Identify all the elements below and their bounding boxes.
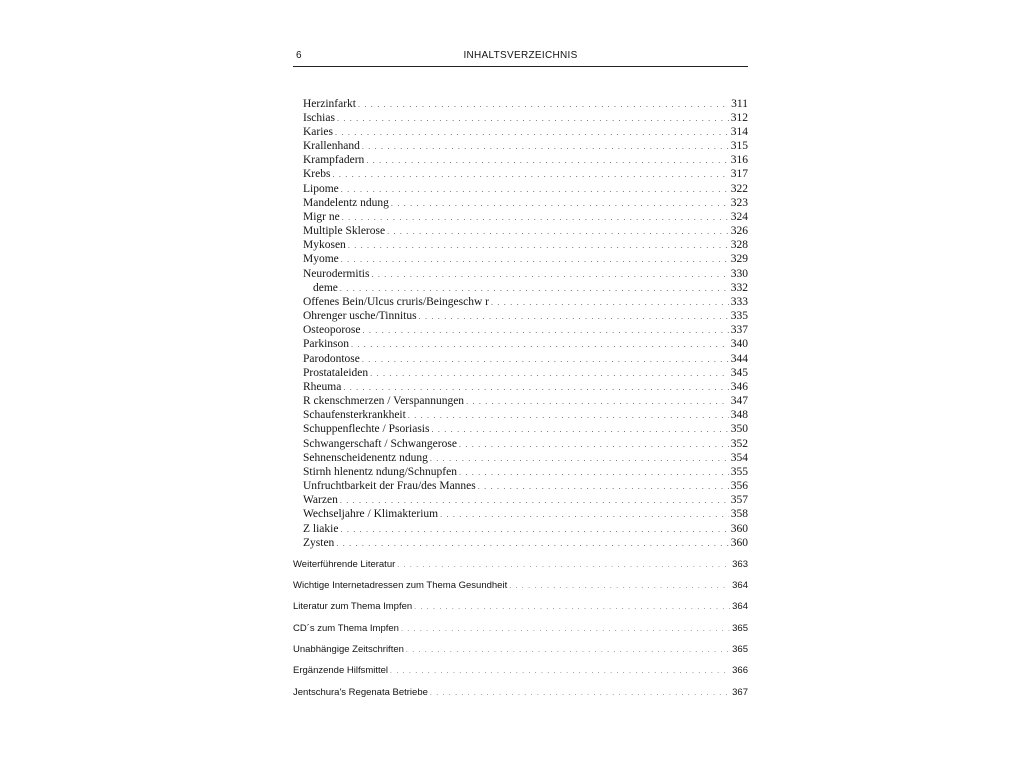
toc-entry	[303, 537, 748, 551]
dot-leader	[431, 425, 728, 434]
toc-entry-title: Mandelentz ndung	[303, 197, 389, 209]
toc-entry	[303, 523, 748, 537]
toc-entry	[303, 154, 748, 168]
toc-entry	[303, 98, 748, 112]
dot-leader	[342, 213, 729, 222]
toc-section	[293, 623, 748, 636]
dot-leader	[340, 496, 729, 505]
dot-leader	[390, 668, 730, 675]
toc-entry	[303, 126, 748, 140]
dot-leader	[419, 312, 729, 321]
toc-entry-title: Lipome	[303, 183, 339, 195]
dot-leader	[363, 326, 729, 335]
toc-entry-title: Offenes Bein/Ulcus cruris/Beingeschw r	[303, 296, 489, 308]
dot-leader	[459, 440, 729, 449]
dot-leader	[371, 270, 728, 279]
dot-leader	[348, 241, 729, 250]
toc-entry-title: Parkinson	[303, 338, 349, 350]
toc-entry-title: Rheuma	[303, 381, 342, 393]
toc-entry-page: 332	[730, 282, 748, 294]
toc-entry-page: 358	[730, 508, 748, 520]
toc-entry-page: 317	[730, 168, 748, 180]
toc-entry-title: Prostataleiden	[303, 367, 369, 379]
header-rule	[293, 66, 748, 67]
toc-entry-page: 323	[730, 197, 748, 209]
toc-section	[293, 665, 748, 678]
toc-entry	[303, 480, 748, 494]
dot-leader	[358, 100, 729, 109]
toc-entry	[303, 268, 748, 282]
toc-entry-page: 346	[730, 381, 748, 393]
toc-entry-title: Schuppenflechte / Psoriasis	[303, 423, 430, 435]
toc-entry-page: 340	[730, 338, 748, 350]
dot-leader	[440, 510, 729, 519]
toc-entry-title: Migr ne	[303, 211, 340, 223]
toc-entry-title: Krallenhand	[303, 140, 360, 152]
dot-leader	[509, 583, 730, 590]
toc-section-page: 363	[732, 559, 748, 570]
toc-entry-title: Multiple Sklerose	[303, 225, 386, 237]
toc-entry-page: 360	[730, 523, 748, 535]
toc-entry	[303, 183, 748, 197]
toc-entry-title: Osteoporose	[303, 324, 361, 336]
toc-entry	[303, 423, 748, 437]
toc-entry-title: Warzen	[303, 494, 338, 506]
toc-entry-page: 322	[730, 183, 748, 195]
toc-entry-title: Karies	[303, 126, 334, 138]
toc-entry-title: Mykosen	[303, 239, 346, 251]
dot-leader	[408, 411, 729, 420]
toc-section-page: 365	[732, 623, 748, 634]
toc-section	[293, 687, 748, 700]
toc-section-page: 366	[732, 665, 748, 676]
toc-entry	[303, 112, 748, 126]
toc-entry-page: 315	[730, 140, 748, 152]
dot-leader	[341, 255, 729, 264]
toc-entry-title: R ckenschmerzen / Verspannungen	[303, 395, 465, 407]
toc-entry	[303, 508, 748, 522]
toc-entry-title: Myome	[303, 253, 339, 265]
dot-leader	[337, 114, 729, 123]
toc-entry-title: Unfruchtbarkeit der Frau/des Mannes	[303, 480, 476, 492]
toc-entry-title: Sehnenscheidenentz ndung	[303, 452, 428, 464]
toc-entry-page: 345	[730, 367, 748, 379]
dot-leader	[351, 340, 729, 349]
toc-section	[293, 580, 748, 593]
toc-entry	[303, 168, 748, 182]
dot-leader	[387, 227, 729, 236]
toc-entry-page: 324	[730, 211, 748, 223]
toc-entry-title: Ohrenger usche/Tinnitus	[303, 310, 417, 322]
toc-entry	[303, 438, 748, 452]
toc-entry-title: Neurodermitis	[303, 268, 370, 280]
dot-leader	[336, 539, 728, 548]
toc-entry-title: Schwangerschaft / Schwangerose	[303, 438, 457, 450]
dot-leader	[430, 690, 730, 697]
toc-entry-title: Z liakie	[303, 523, 339, 535]
toc-entry-page: 344	[730, 353, 748, 365]
toc-section-title: Jentschura's Regenata Betriebe	[293, 687, 428, 698]
dot-leader	[397, 562, 730, 569]
toc-entry	[303, 466, 748, 480]
toc-entry	[303, 367, 748, 381]
toc-entry-page: 337	[730, 324, 748, 336]
dot-leader	[391, 199, 729, 208]
toc-entry-page: 350	[730, 423, 748, 435]
page-number: 6	[296, 50, 302, 61]
toc-entry-title: Schaufensterkrankheit	[303, 409, 406, 421]
toc-entry-title: Krebs	[303, 168, 331, 180]
toc-section-page: 367	[732, 687, 748, 698]
toc-entry-page: 329	[730, 253, 748, 265]
toc-entry	[303, 253, 748, 267]
toc-entry-page: 356	[730, 480, 748, 492]
toc-section-title: Literatur zum Thema Impfen	[293, 601, 413, 612]
toc-entry-title: Krampfadern	[303, 154, 365, 166]
toc-entry	[303, 353, 748, 367]
toc-entry-page: 352	[730, 438, 748, 450]
toc-entry-page: 330	[730, 268, 748, 280]
toc-section	[293, 644, 748, 657]
dot-leader	[370, 369, 729, 378]
dot-leader	[362, 142, 729, 151]
toc-section-page: 365	[732, 644, 748, 655]
dot-leader	[430, 454, 729, 463]
toc-entry-page: 312	[730, 112, 748, 124]
toc-entry-page: 355	[730, 466, 748, 478]
dot-leader	[343, 383, 728, 392]
dot-leader	[340, 525, 728, 534]
toc-entry	[303, 197, 748, 211]
toc-entry-page: 333	[730, 296, 748, 308]
toc-entry-page: 328	[730, 239, 748, 251]
dot-leader	[340, 284, 729, 293]
toc-entry-page: 311	[731, 98, 748, 110]
toc-entry	[303, 324, 748, 338]
toc-entry-page: 354	[730, 452, 748, 464]
dot-leader	[332, 170, 728, 179]
toc-section-title: Weiterführende Literatur	[293, 559, 396, 570]
toc-entry	[303, 310, 748, 324]
toc-entry-title: Zysten	[303, 537, 335, 549]
toc-entry	[303, 211, 748, 225]
toc-entry	[303, 338, 748, 352]
dot-leader	[401, 626, 730, 633]
toc-entry	[303, 225, 748, 239]
toc-entry-page: 360	[730, 537, 748, 549]
toc-section-title: CD´s zum Thema Impfen	[293, 623, 399, 634]
toc-entry	[303, 296, 748, 310]
toc-entry-page: 326	[730, 225, 748, 237]
toc-section	[293, 559, 748, 572]
dot-leader	[414, 604, 730, 611]
toc-entry	[303, 409, 748, 423]
toc-entry-title: Herzinfarkt	[303, 98, 356, 110]
toc-section-page: 364	[732, 580, 748, 591]
toc-entry-title: Parodontose	[303, 353, 360, 365]
running-title: INHALTSVERZEICHNIS	[463, 50, 578, 61]
toc-section-title: Wichtige Internetadressen zum Thema Gesundheit	[293, 580, 508, 591]
toc-section-title: Unabhängige Zeitschriften	[293, 644, 404, 655]
toc-entry-page: 348	[730, 409, 748, 421]
dot-leader	[362, 355, 729, 364]
toc-entry	[303, 140, 748, 154]
dot-leader	[366, 156, 728, 165]
toc-entry-page: 314	[730, 126, 748, 138]
dot-leader	[478, 482, 729, 491]
dot-leader	[459, 468, 729, 477]
dot-leader	[466, 397, 729, 406]
toc-entry	[303, 395, 748, 409]
toc-entry-page: 357	[730, 494, 748, 506]
toc-section	[293, 601, 748, 614]
toc-entry-page: 347	[730, 395, 748, 407]
toc-entry	[303, 381, 748, 395]
toc-entry	[303, 494, 748, 508]
toc-entry	[313, 282, 748, 296]
toc-entry-title: Ischias	[303, 112, 335, 124]
toc-entry-page: 316	[730, 154, 748, 166]
toc-entry-title: Stirnh hlenentz ndung/Schnupfen	[303, 466, 457, 478]
dot-leader	[335, 128, 729, 137]
toc-section-title: Ergänzende Hilfsmittel	[293, 665, 389, 676]
toc-entry	[303, 239, 748, 253]
toc-entry	[303, 452, 748, 466]
toc-entry-title: Wechseljahre / Klimakterium	[303, 508, 439, 520]
dot-leader	[341, 185, 729, 194]
toc-entry-title: deme	[313, 282, 338, 294]
toc-section-page: 364	[732, 601, 748, 612]
dot-leader	[406, 647, 730, 654]
dot-leader	[491, 298, 729, 307]
toc-entry-page: 335	[730, 310, 748, 322]
